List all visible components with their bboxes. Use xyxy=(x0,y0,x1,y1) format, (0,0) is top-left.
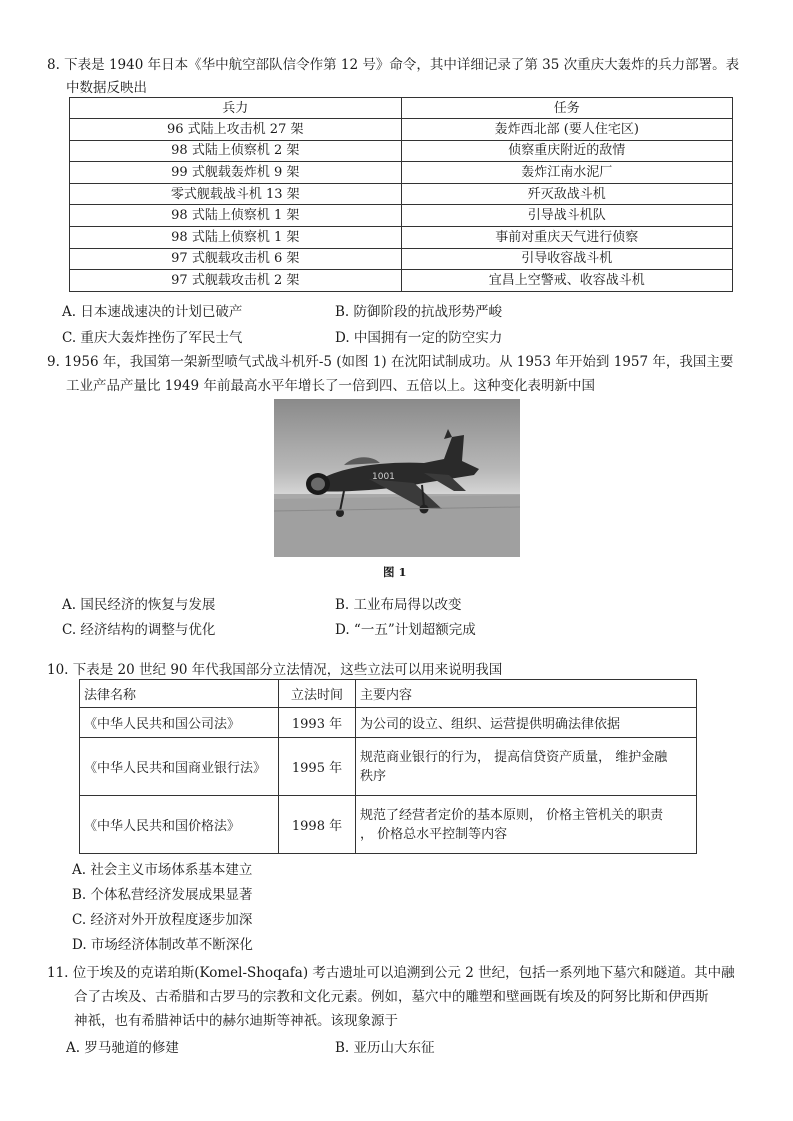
q9-stem-line2: 工业产品产量比 1949 年前最高水平年增长了一倍到四、五倍以上。这种变化表明新中国 xyxy=(66,378,595,394)
q10-option-c[interactable]: C. 经济对外开放程度逐步加深 xyxy=(72,912,253,928)
table-cell-line: 规范商业银行的行为， 提高信贷资产质量， 维护金融 xyxy=(360,749,668,765)
q8-stem-line1: 8. 下表是 1940 年日本《华中航空部队信令作第 12 号》命令，其中详细记录了第 35 次重庆大轰炸的兵力部署。表 xyxy=(47,57,740,73)
q9-option-b[interactable]: B. 工业布局得以改变 xyxy=(335,597,462,613)
table-header-forces: 兵力 xyxy=(70,98,402,119)
q9-option-a[interactable]: A. 国民经济的恢复与发展 xyxy=(62,597,216,613)
table-cell: 《中华人民共和国公司法》 xyxy=(80,708,279,738)
table-cell: 1993 年 xyxy=(279,708,356,738)
q9-stem-line1: 9. 1956 年，我国第一架新型喷气式战斗机歼-5 (如图 1) 在沈阳试制成功。从 1953 年开始到 1957 年，我国主要 xyxy=(47,354,734,370)
q10-table xyxy=(79,679,697,854)
q9-option-d[interactable]: D. “一五”计划超额完成 xyxy=(335,622,476,638)
q11-stem-line2: 合了古埃及、古希腊和古罗马的宗教和文化元素。例如，墓穴中的雕塑和壁画既有埃及的阿努比斯和伊西斯 xyxy=(74,989,709,1005)
table-cell xyxy=(356,738,697,796)
table-header-content: 主要内容 xyxy=(356,680,697,708)
q8-option-b[interactable]: B. 防御阶段的抗战形势严峻 xyxy=(335,304,503,320)
table-row xyxy=(70,205,733,227)
table-cell-line: 规范了经营者定价的基本原则， 价格主管机关的职责 xyxy=(360,807,664,823)
table-cell: 引导战斗机队 xyxy=(401,205,733,227)
table-cell: 引导收容战斗机 xyxy=(401,248,733,270)
table-cell: 99 式舰载轰炸机 9 架 xyxy=(70,162,402,184)
figure-caption: 图 1 xyxy=(383,565,407,579)
table-row xyxy=(70,183,733,205)
table-cell: 侦察重庆附近的敌情 xyxy=(401,140,733,162)
q10-option-d[interactable]: D. 市场经济体制改革不断深化 xyxy=(72,937,253,953)
table-cell: 1998 年 xyxy=(279,796,356,854)
table-row xyxy=(70,248,733,270)
table-cell: 98 式陆上侦察机 1 架 xyxy=(70,205,402,227)
table-row xyxy=(70,119,733,141)
table-row xyxy=(80,708,697,738)
table-row xyxy=(70,226,733,248)
q11-stem-line3: 神祇，也有希腊神话中的赫尔迪斯等神祇。该现象源于 xyxy=(74,1013,398,1029)
q11-stem-line1: 11. 位于埃及的克诺珀斯(Komel-Shoqafa) 考古遗址可以追溯到公元 2 世纪，包括一系列地下墓穴和隧道。其中融 xyxy=(47,965,735,981)
table-row xyxy=(70,270,733,292)
q9-option-c[interactable]: C. 经济结构的调整与优化 xyxy=(62,622,216,638)
table-cell: 事前对重庆天气进行侦察 xyxy=(401,226,733,248)
table-cell: 《中华人民共和国商业银行法》 xyxy=(80,738,279,796)
table-row xyxy=(80,738,697,796)
q10-option-a[interactable]: A. 社会主义市场体系基本建立 xyxy=(72,862,253,878)
q11-option-b[interactable]: B. 亚历山大东征 xyxy=(335,1040,435,1056)
q8-option-c[interactable]: C. 重庆大轰炸挫伤了军民士气 xyxy=(62,330,243,346)
table-cell: 宜昌上空警戒、收容战斗机 xyxy=(401,270,733,292)
q8-option-d[interactable]: D. 中国拥有一定的防空实力 xyxy=(335,330,503,346)
table-header-row xyxy=(80,680,697,708)
q10-stem: 10. 下表是 20 世纪 90 年代我国部分立法情况，这些立法可以用来说明我国 xyxy=(47,662,503,678)
jet-fighter-photo xyxy=(274,399,520,557)
table-cell: 轰炸江南水泥厂 xyxy=(401,162,733,184)
table-cell: 97 式舰载攻击机 6 架 xyxy=(70,248,402,270)
table-header-tasks: 任务 xyxy=(401,98,733,119)
table-cell: 为公司的设立、组织、运营提供明确法律依据 xyxy=(356,708,697,738)
table-header-date: 立法时间 xyxy=(279,680,356,708)
table-cell: 轰炸西北部 (要人住宅区) xyxy=(401,119,733,141)
q8-stem-line2: 中数据反映出 xyxy=(66,80,147,96)
table-header-law-name: 法律名称 xyxy=(80,680,279,708)
table-cell: 96 式陆上攻击机 27 架 xyxy=(70,119,402,141)
table-cell: 歼灭敌战斗机 xyxy=(401,183,733,205)
table-row xyxy=(70,140,733,162)
table-header-row xyxy=(70,98,733,119)
table-cell-line: ， 价格总水平控制等内容 xyxy=(360,826,508,842)
jet-fighter-image xyxy=(274,399,520,557)
table-cell: 零式舰载战斗机 13 架 xyxy=(70,183,402,205)
table-row xyxy=(70,162,733,184)
q8-option-a[interactable]: A. 日本速战速决的计划已破产 xyxy=(62,304,243,320)
plane-marking: 1001 xyxy=(372,472,395,482)
table-cell: 1995 年 xyxy=(279,738,356,796)
table-cell-line: 秩序 xyxy=(360,768,387,784)
table-row xyxy=(80,796,697,854)
q10-option-b[interactable]: B. 个体私营经济发展成果显著 xyxy=(72,887,253,903)
table-cell: 97 式舰载攻击机 2 架 xyxy=(70,270,402,292)
q11-option-a[interactable]: A. 罗马驰道的修建 xyxy=(66,1040,179,1056)
q8-table xyxy=(69,97,733,292)
table-cell: 98 式陆上侦察机 1 架 xyxy=(70,226,402,248)
table-cell: 《中华人民共和国价格法》 xyxy=(80,796,279,854)
table-cell: 98 式陆上侦察机 2 架 xyxy=(70,140,402,162)
table-cell xyxy=(356,796,697,854)
